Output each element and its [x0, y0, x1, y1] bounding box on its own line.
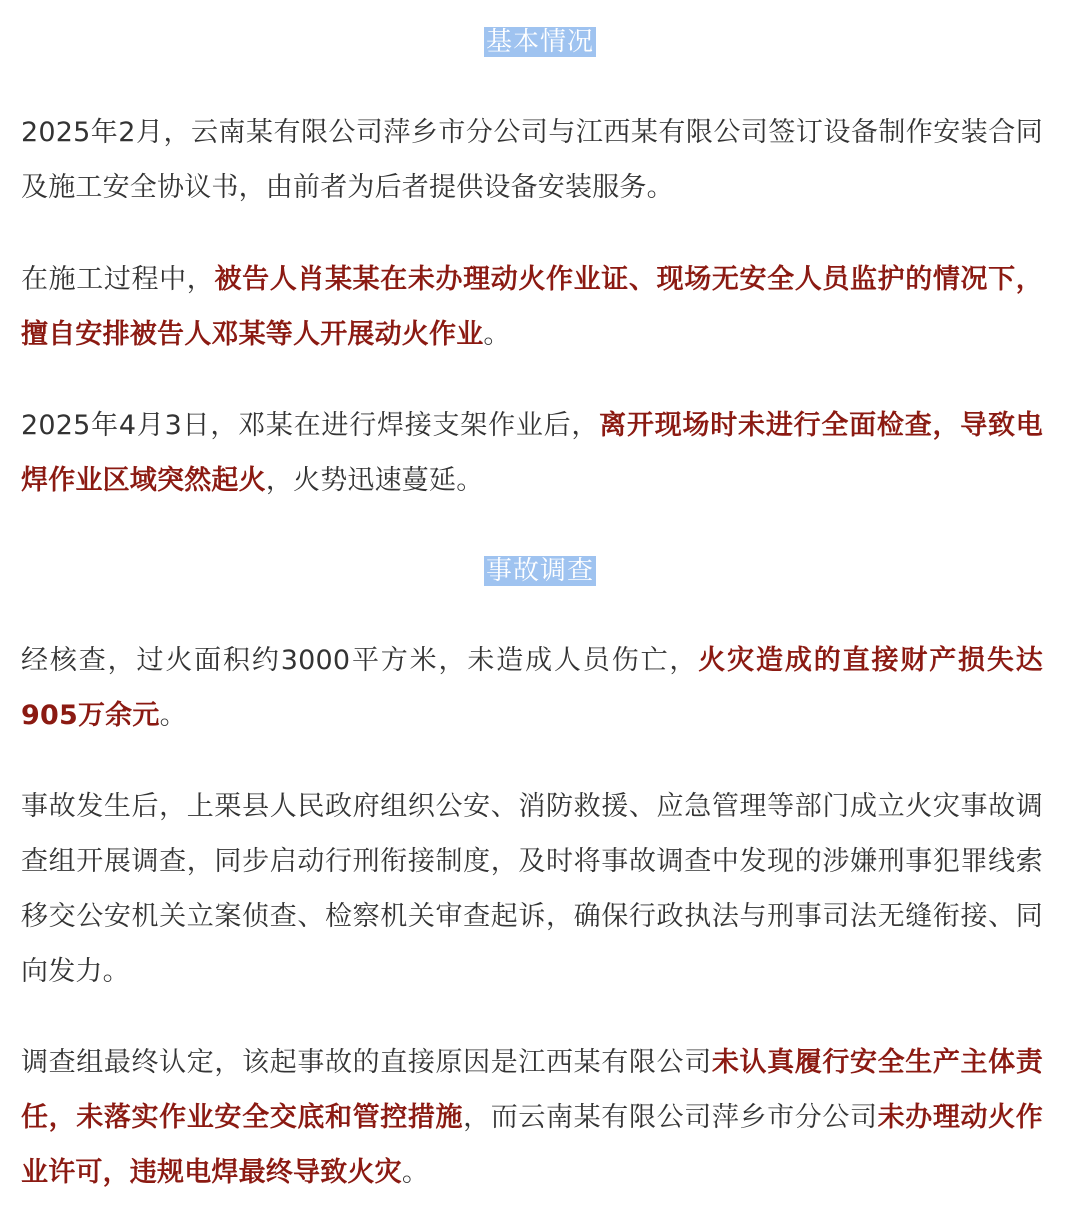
section-heading-basic [0, 27, 1080, 57]
paragraph-3 [21, 398, 1043, 508]
paragraph-4-text-b: 。 [159, 700, 187, 731]
paragraph-4 [21, 633, 1043, 743]
paragraph-1 [21, 105, 1043, 215]
section-heading-investigation-label: 事故调查 [485, 556, 594, 586]
paragraph-3-text-a: 2025年4月3日，邓某在进行焊接支架作业后， [21, 410, 600, 441]
paragraph-3-highlight: 离开现场时未进行全面检查，导致电焊作业区域突然起火 [21, 410, 1043, 496]
paragraph-6-highlight-a: 未认真履行安全生产主体责任，未落实作业安全交底和管控措施 [21, 1047, 1043, 1133]
paragraph-6-text-c: 。 [401, 1157, 430, 1188]
paragraph-6 [21, 1035, 1043, 1200]
paragraph-2-highlight: 被告人肖某某在未办理动火作业证、现场无安全人员监护的情况下，擅自安排被告人邓某等人开展动火作业 [21, 264, 1043, 350]
paragraph-5 [21, 779, 1043, 999]
paragraph-6-highlight-b: 未办理动火作业许可，违规电焊最终导致火灾 [21, 1102, 1044, 1188]
section-heading-investigation [0, 556, 1080, 586]
paragraph-5-text: 事故发生后，上栗县人民政府组织公安、消防救援、应急管理等部门成立火灾事故调查组开展调查，同步启动行刑衔接制度，及时将事故调查中发现的涉嫌刑事犯罪线索移交公安机关立案侦查、检察机关审查起诉，确保行政执法与刑事司法无缝衔接、同向发力。 [21, 791, 1043, 987]
paragraph-2-text-a: 在施工过程中， [21, 264, 215, 295]
paragraph-4-text-a: 经核查，过火面积约3000平方米，未造成人员伤亡， [21, 645, 699, 676]
section-heading-basic-label: 基本情况 [485, 27, 594, 57]
paragraph-1-text: 2025年2月，云南某有限公司萍乡市分公司与江西某有限公司签订设备制作安装合同及施工安全协议书，由前者为后者提供设备安装服务。 [21, 117, 1043, 203]
paragraph-6-text-b: ，而云南某有限公司萍乡市分公司 [463, 1102, 878, 1133]
paragraph-3-text-b: ，火势迅速蔓延。 [265, 465, 484, 496]
paragraph-4-highlight: 火灾造成的直接财产损失达905万余元 [21, 645, 1043, 731]
paragraph-2 [21, 252, 1043, 362]
paragraph-6-text-a: 调查组最终认定，该起事故的直接原因是江西某有限公司 [21, 1047, 712, 1078]
paragraph-2-text-b: 。 [483, 319, 511, 350]
